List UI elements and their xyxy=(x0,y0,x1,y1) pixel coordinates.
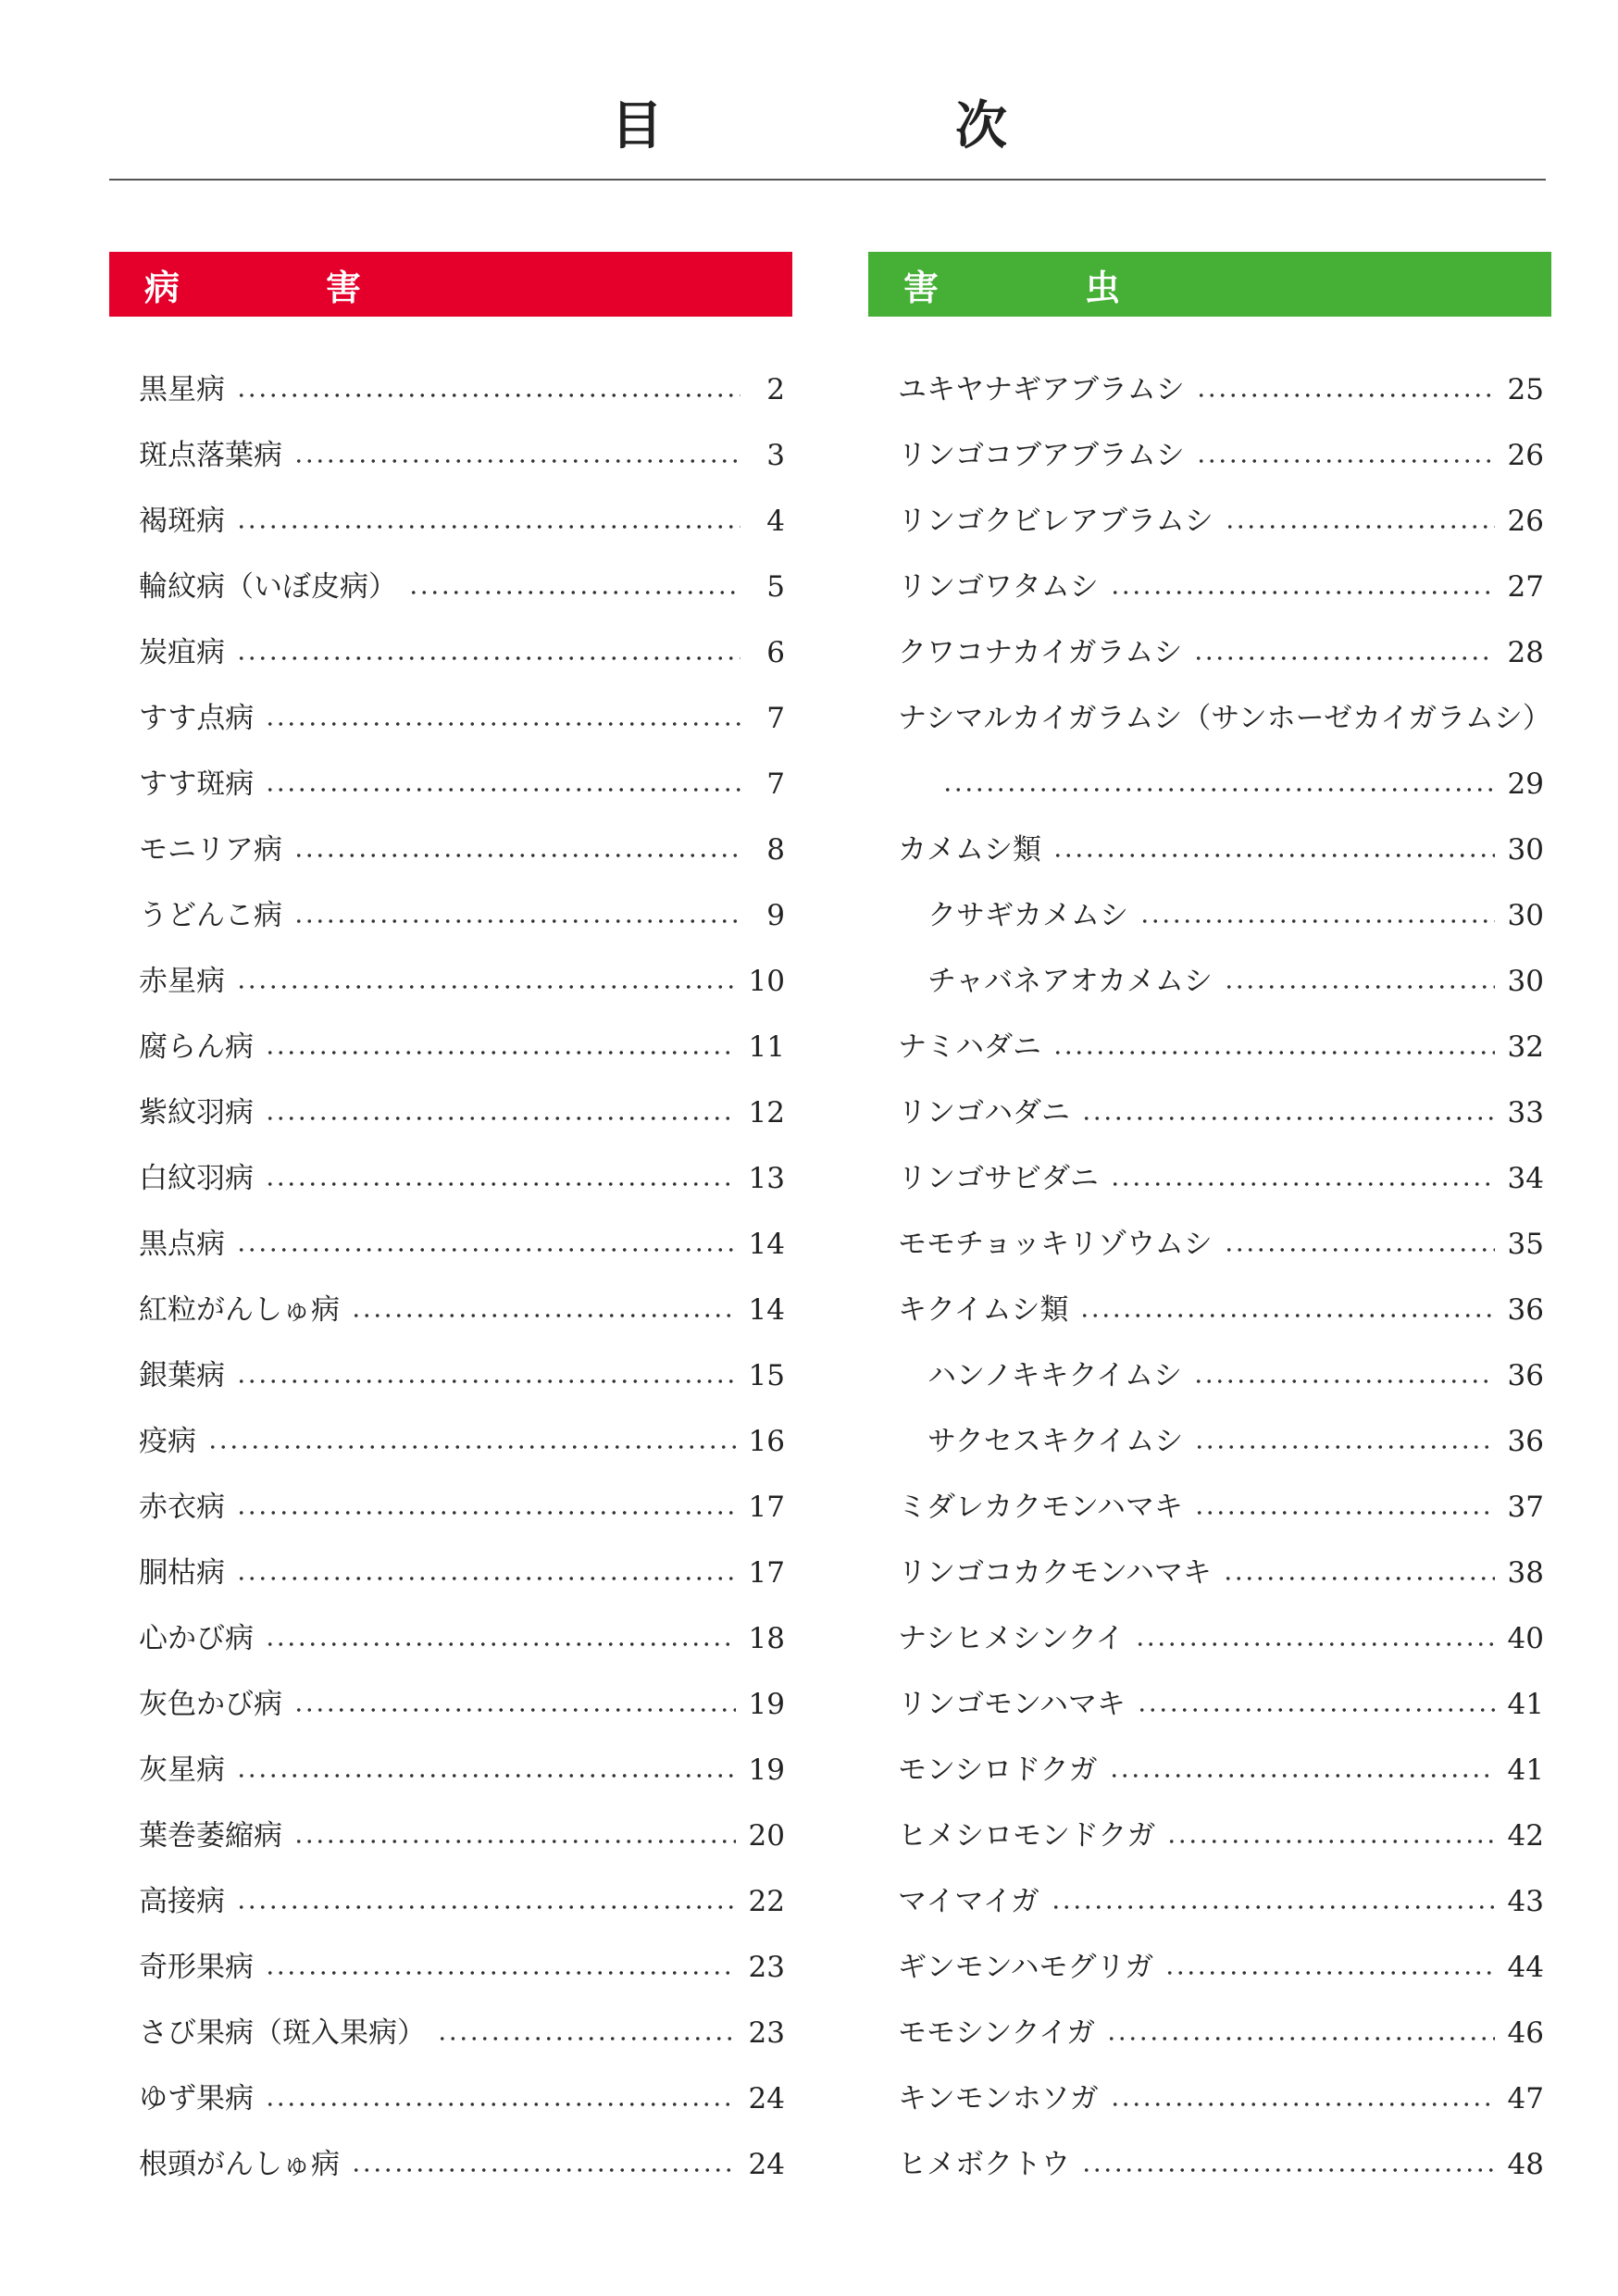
title-divider xyxy=(109,179,1546,181)
toc-entry-label: ユキヤナギアブラムシ xyxy=(898,373,1185,406)
toc-entry-page: 30 xyxy=(1507,965,1544,998)
toc-entry-page: 40 xyxy=(1507,1622,1544,1655)
page-title: 目 次 xyxy=(611,96,1127,156)
toc-entry-page: 10 xyxy=(748,965,785,998)
dot-leader xyxy=(1223,1575,1495,1582)
toc-entry[interactable] xyxy=(109,1197,792,1263)
toc-entry-page: 34 xyxy=(1507,1162,1544,1195)
dot-leader xyxy=(265,1641,736,1648)
toc-entry[interactable] xyxy=(868,1329,1551,1394)
toc-entry[interactable] xyxy=(868,1657,1551,1723)
toc-entry-label: 灰色かび病 xyxy=(139,1688,282,1721)
dot-leader xyxy=(1110,1180,1495,1188)
dot-leader xyxy=(1052,1049,1495,1056)
dot-leader xyxy=(293,457,741,465)
toc-entry-label: 心かび病 xyxy=(139,1622,254,1655)
toc-entry[interactable] xyxy=(109,737,792,803)
dot-leader xyxy=(1051,1903,1495,1911)
toc-entry-page: 20 xyxy=(748,1819,785,1853)
dot-leader xyxy=(1224,983,1495,991)
toc-entry-page: 19 xyxy=(748,1688,785,1721)
toc-entry[interactable] xyxy=(109,605,792,671)
toc-entry-label: リンゴハダニ xyxy=(898,1096,1070,1129)
dot-leader xyxy=(1196,457,1495,465)
toc-entry[interactable] xyxy=(868,343,1551,408)
pests-list xyxy=(868,343,1551,2183)
toc-entry-page: 19 xyxy=(748,1753,785,1787)
toc-entry-page: 3 xyxy=(766,439,785,472)
toc-entry-label: すす斑病 xyxy=(139,767,255,801)
toc-entry-page: 11 xyxy=(748,1030,785,1064)
dot-leader xyxy=(1079,1312,1494,1319)
toc-entry-label: 疫病 xyxy=(139,1425,196,1458)
toc-entry[interactable] xyxy=(109,1723,792,1789)
toc-entry[interactable] xyxy=(868,1854,1551,1920)
dot-leader xyxy=(1194,1509,1495,1516)
toc-entry-label: 胴枯病 xyxy=(139,1556,225,1590)
toc-entry[interactable] xyxy=(868,1986,1551,2052)
toc-entry-page: 8 xyxy=(766,833,785,867)
toc-entry-page: 26 xyxy=(1507,439,1544,472)
toc-entry[interactable] xyxy=(868,474,1551,540)
dot-leader xyxy=(265,720,741,728)
toc-entry-label: リンゴコカクモンハマキ xyxy=(898,1556,1212,1590)
toc-entry-label: ナミハダニ xyxy=(898,1030,1041,1064)
dot-leader xyxy=(1081,2166,1495,2174)
dot-leader xyxy=(236,392,741,399)
dot-leader xyxy=(293,917,741,925)
toc-entry-label: ヒメシロモンドクガ xyxy=(898,1819,1156,1853)
toc-entry-label: 葉巻萎縮病 xyxy=(139,1819,282,1853)
toc-entry[interactable] xyxy=(868,1000,1551,1066)
toc-entry-label: 紫紋羽病 xyxy=(139,1096,254,1129)
toc-entry-label: 腐らん病 xyxy=(139,1030,254,1064)
toc-entry[interactable] xyxy=(868,1920,1551,1986)
dot-leader xyxy=(1109,1772,1495,1779)
toc-entry-page: 24 xyxy=(748,2082,785,2115)
toc-entry-page: 36 xyxy=(1507,1425,1544,1458)
toc-entry-page: 36 xyxy=(1507,1359,1544,1392)
toc-entry[interactable] xyxy=(109,1131,792,1197)
toc-entry[interactable] xyxy=(109,408,792,474)
toc-entry-page: 14 xyxy=(748,1228,785,1261)
toc-entry-page: 23 xyxy=(748,1951,785,1984)
dot-leader xyxy=(265,2101,736,2108)
toc-entry-page: 23 xyxy=(748,2016,785,2050)
toc-entry-label: モンシロドクガ xyxy=(898,1753,1098,1787)
toc-entry-label: モモシンクイガ xyxy=(898,2016,1096,2050)
toc-entry[interactable] xyxy=(109,540,792,605)
toc-entry[interactable] xyxy=(868,540,1551,605)
dot-leader xyxy=(265,1969,736,1977)
toc-entry[interactable] xyxy=(109,1920,792,1986)
toc-entry[interactable] xyxy=(868,1066,1551,1131)
toc-entry-page: 16 xyxy=(748,1425,785,1458)
dot-leader xyxy=(236,1903,736,1911)
toc-entry-label: リンゴモンハマキ xyxy=(898,1688,1126,1721)
toc-entry-page: 32 xyxy=(1507,1030,1544,1064)
toc-entry-page: 26 xyxy=(1507,505,1544,538)
toc-entry-label: ギンモンハモグリガ xyxy=(898,1951,1154,1984)
toc-entry-page: 41 xyxy=(1507,1753,1544,1787)
toc-entry-page: 9 xyxy=(766,899,785,932)
dot-leader xyxy=(1225,523,1495,530)
toc-entry[interactable] xyxy=(868,2117,1551,2183)
toc-entry-label: ミダレカクモンハマキ xyxy=(898,1491,1183,1524)
toc-entry-label: カメムシ類 xyxy=(898,833,1041,867)
toc-entry[interactable] xyxy=(868,934,1551,1000)
pests-heading: 害 虫 xyxy=(868,252,1551,317)
dot-leader xyxy=(293,852,741,859)
toc-entry-label: モニリア病 xyxy=(139,833,282,867)
dot-leader xyxy=(1110,2101,1495,2108)
toc-entry-page: 30 xyxy=(1507,833,1544,867)
toc-entry[interactable] xyxy=(868,1723,1551,1789)
toc-entry-label: 白紋羽病 xyxy=(139,1162,254,1195)
toc-entry-label: さび果病（斑入果病） xyxy=(139,2016,426,2050)
toc-entry[interactable] xyxy=(109,803,792,868)
toc-entry-label: ゆず果病 xyxy=(139,2082,254,2115)
toc-entry-page: 41 xyxy=(1507,1688,1544,1721)
diseases-heading: 病 害 xyxy=(109,252,792,317)
toc-entry-page: 46 xyxy=(1507,2016,1544,2050)
toc-entry[interactable] xyxy=(109,1591,792,1657)
dot-leader xyxy=(236,983,736,991)
toc-entry[interactable] xyxy=(868,1263,1551,1329)
toc-entry[interactable] xyxy=(109,1329,792,1394)
diseases-list xyxy=(109,343,792,2183)
toc-entry-label: サクセスキクイムシ xyxy=(927,1425,1184,1458)
toc-entry-page: 7 xyxy=(766,767,785,801)
dot-leader xyxy=(236,1246,736,1254)
toc-entry-page: 43 xyxy=(1507,1885,1544,1918)
toc-entry-label: 奇形果病 xyxy=(139,1951,254,1984)
toc-entry[interactable] xyxy=(868,1789,1551,1854)
dot-leader xyxy=(1110,589,1495,596)
toc-entry[interactable] xyxy=(109,1394,792,1460)
toc-entry-page: 44 xyxy=(1507,1951,1544,1984)
toc-entry-label: 輪紋病（いぼ皮病） xyxy=(139,570,397,604)
toc-entry-label: 銀葉病 xyxy=(139,1359,225,1392)
toc-entry-page: 48 xyxy=(1507,2148,1544,2181)
toc-entry-page: 5 xyxy=(766,570,785,604)
dot-leader xyxy=(207,1443,736,1451)
dot-leader xyxy=(265,1180,736,1188)
toc-entry-page: 28 xyxy=(1507,636,1544,669)
dot-leader xyxy=(1193,1378,1495,1385)
toc-entry-label: ナシマルカイガラムシ（サンホーゼカイガラムシ） xyxy=(898,702,1551,735)
toc-entry-label: 紅粒がんしゅ病 xyxy=(139,1293,340,1327)
dot-leader xyxy=(293,1706,736,1714)
dot-leader xyxy=(408,589,741,596)
toc-entry-page: 2 xyxy=(766,373,785,406)
dot-leader xyxy=(1137,1706,1495,1714)
toc-entry-label: 褐斑病 xyxy=(139,505,225,538)
dot-leader xyxy=(1052,852,1495,859)
toc-entry-page: 12 xyxy=(748,1096,785,1129)
toc-entry-label: チャバネアオカメムシ xyxy=(927,965,1213,998)
toc-entry-label: リンゴクビレアブラムシ xyxy=(898,505,1214,538)
toc-entry[interactable] xyxy=(868,605,1551,671)
toc-entry-label: クワコナカイガラムシ xyxy=(898,636,1183,669)
dot-leader xyxy=(236,523,741,530)
dot-leader xyxy=(236,1772,736,1779)
dot-leader xyxy=(351,1312,736,1319)
toc-entry-label: 斑点落葉病 xyxy=(139,439,282,472)
toc-entry[interactable] xyxy=(109,671,792,737)
toc-entry[interactable] xyxy=(109,934,792,1000)
toc-entry[interactable] xyxy=(109,1066,792,1131)
toc-entry-label: 黒星病 xyxy=(139,373,225,406)
toc-entry-page: 42 xyxy=(1507,1819,1544,1853)
toc-entry-label: マイマイガ xyxy=(898,1885,1039,1918)
dot-leader xyxy=(437,2035,736,2042)
toc-entry[interactable] xyxy=(868,1131,1551,1197)
toc-entry-page: 17 xyxy=(748,1556,785,1590)
toc-entry[interactable] xyxy=(109,1263,792,1329)
toc-entry-page: 37 xyxy=(1507,1491,1544,1524)
toc-entry[interactable] xyxy=(868,1394,1551,1460)
toc-entry-label: 灰星病 xyxy=(139,1753,225,1787)
toc-entry-page: 38 xyxy=(1507,1556,1544,1590)
dot-leader xyxy=(1194,1443,1494,1451)
toc-entry[interactable] xyxy=(109,2117,792,2183)
toc-entry[interactable] xyxy=(868,868,1551,934)
dot-leader xyxy=(236,1575,736,1582)
toc-entry[interactable] xyxy=(868,1591,1551,1657)
toc-entry[interactable] xyxy=(868,1526,1551,1591)
toc-entry-label: リンゴコブアブラムシ xyxy=(898,439,1185,472)
toc-entry-label: クサギカメムシ xyxy=(927,899,1128,932)
toc-entry-page: 7 xyxy=(766,702,785,735)
toc-entry-page: 17 xyxy=(748,1491,785,1524)
toc-entry-page: 24 xyxy=(748,2148,785,2181)
toc-entry-page: 35 xyxy=(1507,1228,1544,1261)
toc-entry-label: リンゴサビダニ xyxy=(898,1162,1099,1195)
toc-entry[interactable] xyxy=(109,474,792,540)
dot-leader xyxy=(942,786,1495,793)
dot-leader xyxy=(1166,1838,1494,1845)
dot-leader xyxy=(293,1838,736,1845)
toc-entry-label: 赤衣病 xyxy=(139,1491,225,1524)
toc-entry[interactable] xyxy=(868,1197,1551,1263)
toc-entry-page: 27 xyxy=(1507,570,1544,604)
toc-entry[interactable] xyxy=(109,1657,792,1723)
toc-entry-page: 4 xyxy=(766,505,785,538)
toc-entry-label: すす点病 xyxy=(139,702,255,735)
dot-leader xyxy=(1193,655,1494,662)
toc-entry[interactable] xyxy=(868,2052,1551,2117)
dot-leader xyxy=(265,1115,736,1122)
toc-entry-label: ナシヒメシンクイ xyxy=(898,1622,1125,1655)
toc-entry[interactable] xyxy=(868,1460,1551,1526)
dot-leader xyxy=(1106,2035,1494,2042)
dot-leader xyxy=(1224,1246,1495,1254)
dot-leader xyxy=(1164,1969,1494,1977)
dot-leader xyxy=(1139,917,1495,925)
toc-entry-label: キンモンホソガ xyxy=(898,2082,1099,2115)
toc-entry-page: 13 xyxy=(748,1162,785,1195)
dot-leader xyxy=(265,1049,736,1056)
toc-entry-page: 47 xyxy=(1507,2082,1544,2115)
toc-entry-label: 高接病 xyxy=(139,1885,225,1918)
toc-entry[interactable] xyxy=(109,1789,792,1854)
toc-entry[interactable] xyxy=(868,737,1551,803)
toc-entry-page: 14 xyxy=(748,1293,785,1327)
pests-column xyxy=(868,252,1551,2183)
toc-entry[interactable] xyxy=(109,1460,792,1526)
dot-leader xyxy=(1135,1641,1494,1648)
toc-entry[interactable] xyxy=(868,408,1551,474)
toc-entry[interactable] xyxy=(109,343,792,408)
toc-entry-label: リンゴワタムシ xyxy=(898,570,1099,604)
dot-leader xyxy=(236,1509,736,1516)
toc-entry-label: 赤星病 xyxy=(139,965,225,998)
dot-leader xyxy=(236,1378,736,1385)
toc-entry-label: キクイムシ類 xyxy=(898,1293,1069,1327)
toc-entry[interactable] xyxy=(109,1000,792,1066)
toc-entry-label: ヒメボクトウ xyxy=(898,2148,1070,2181)
toc-entry-label: 根頭がんしゅ病 xyxy=(139,2148,340,2181)
toc-entry-label: 炭疽病 xyxy=(139,636,225,669)
dot-leader xyxy=(265,786,741,793)
toc-entry[interactable] xyxy=(109,2052,792,2117)
toc-entry-page: 30 xyxy=(1507,899,1544,932)
toc-entry-page: 33 xyxy=(1507,1096,1544,1129)
toc-entry-label: モモチョッキリゾウムシ xyxy=(898,1228,1213,1261)
toc-entry-page: 36 xyxy=(1507,1293,1544,1327)
toc-entry[interactable] xyxy=(868,803,1551,868)
toc-entry[interactable] xyxy=(109,868,792,934)
toc-entry[interactable] xyxy=(109,1526,792,1591)
toc-entry-label: うどんこ病 xyxy=(139,899,282,932)
diseases-column xyxy=(109,252,792,2183)
toc-entry-label: ハンノキキクイムシ xyxy=(927,1359,1182,1392)
toc-entry-page: 15 xyxy=(748,1359,785,1392)
dot-leader xyxy=(1196,392,1495,399)
toc-entry-page: 29 xyxy=(1507,767,1544,801)
toc-entry[interactable] xyxy=(109,1854,792,1920)
toc-entry-page: 22 xyxy=(748,1885,785,1918)
toc-entry[interactable] xyxy=(109,1986,792,2052)
dot-leader xyxy=(1081,1115,1495,1122)
toc-entry-page: 18 xyxy=(748,1622,785,1655)
dot-leader xyxy=(351,2166,736,2174)
toc-entry-label: 黒点病 xyxy=(139,1228,225,1261)
toc-entry-page: 6 xyxy=(766,636,785,669)
dot-leader xyxy=(236,655,741,662)
toc-entry-page: 25 xyxy=(1507,373,1544,406)
toc-entry[interactable] xyxy=(868,671,1551,737)
